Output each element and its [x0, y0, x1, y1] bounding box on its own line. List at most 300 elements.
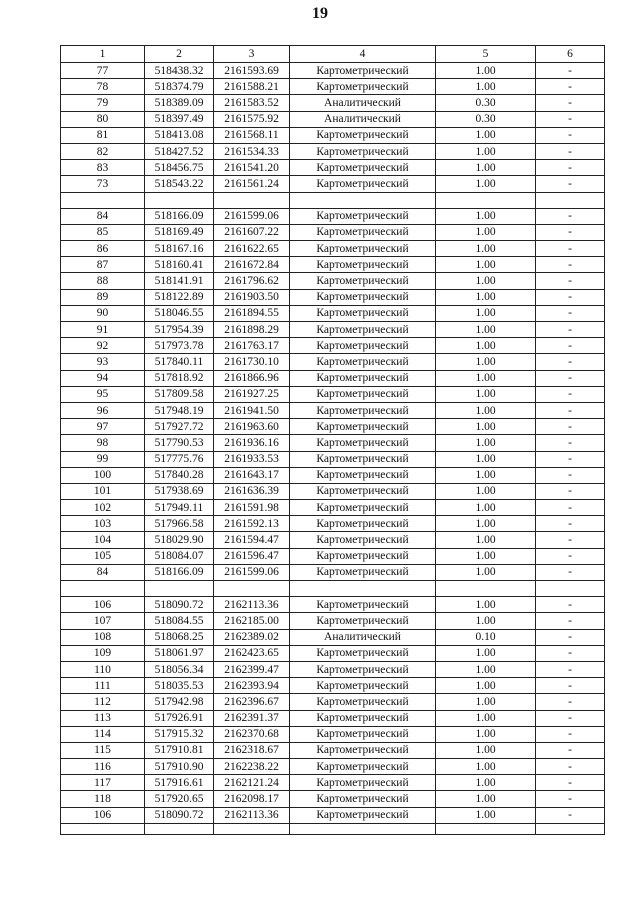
table-cell: -: [536, 241, 605, 257]
table-cell: 91: [61, 322, 145, 338]
table-cell: 85: [61, 224, 145, 240]
table-row: [61, 289, 605, 305]
table-cell: 1.00: [436, 678, 536, 694]
table-cell: 518029.90: [145, 532, 214, 548]
table-cell: 2161894.55: [214, 305, 290, 321]
table-cell: 73: [61, 176, 145, 192]
table-cell: 1.00: [436, 645, 536, 661]
table-cell: Картометрический: [290, 402, 436, 418]
table-cell: 518543.22: [145, 176, 214, 192]
table-row: [61, 305, 605, 321]
table-cell: 1.00: [436, 791, 536, 807]
table-cell: 2162098.17: [214, 791, 290, 807]
table-row: [61, 63, 605, 79]
table-cell: 98: [61, 435, 145, 451]
table-cell: 517916.61: [145, 775, 214, 791]
table-cell: Картометрический: [290, 694, 436, 710]
table-cell: 88: [61, 273, 145, 289]
table-cell: 2161599.06: [214, 564, 290, 580]
table-cell: 518167.16: [145, 241, 214, 257]
table-row: [61, 694, 605, 710]
empty-cell: [436, 192, 536, 208]
table-cell: 1.00: [436, 807, 536, 823]
table-cell: 1.00: [436, 597, 536, 613]
table-cell: 2161583.52: [214, 95, 290, 111]
table-cell: 1.00: [436, 775, 536, 791]
table-cell: Картометрический: [290, 548, 436, 564]
table-cell: 2162113.36: [214, 807, 290, 823]
table-cell: 518413.08: [145, 127, 214, 143]
table-cell: 518046.55: [145, 305, 214, 321]
table-cell: 86: [61, 241, 145, 257]
table-cell: 112: [61, 694, 145, 710]
table-cell: Картометрический: [290, 79, 436, 95]
table-cell: 1.00: [436, 710, 536, 726]
table-cell: 1.00: [436, 127, 536, 143]
table-cell: 2161575.92: [214, 111, 290, 127]
column-header: 1: [61, 46, 145, 63]
table-cell: Картометрический: [290, 273, 436, 289]
table-cell: 2162391.37: [214, 710, 290, 726]
table-cell: -: [536, 791, 605, 807]
table-cell: -: [536, 111, 605, 127]
table-cell: 1.00: [436, 160, 536, 176]
table-cell: 2161643.17: [214, 467, 290, 483]
empty-cell: [536, 823, 605, 834]
table-cell: Картометрический: [290, 63, 436, 79]
empty-cell: [214, 581, 290, 597]
table-cell: Картометрический: [290, 613, 436, 629]
empty-cell: [536, 581, 605, 597]
table-cell: 1.00: [436, 483, 536, 499]
table-cell: 83: [61, 160, 145, 176]
empty-cell: [61, 823, 145, 834]
table-cell: Картометрический: [290, 467, 436, 483]
table-cell: Картометрический: [290, 419, 436, 435]
table-row: [61, 241, 605, 257]
table-cell: Картометрический: [290, 516, 436, 532]
table-cell: 517927.72: [145, 419, 214, 435]
table-cell: 1.00: [436, 726, 536, 742]
table-cell: 1.00: [436, 694, 536, 710]
table-cell: 517775.76: [145, 451, 214, 467]
table-cell: -: [536, 338, 605, 354]
table-row: [61, 143, 605, 159]
table-cell: -: [536, 500, 605, 516]
table-row: [61, 597, 605, 613]
table-cell: 2162389.02: [214, 629, 290, 645]
table-cell: 1.00: [436, 386, 536, 402]
table-cell: 517910.90: [145, 759, 214, 775]
table-cell: 518389.09: [145, 95, 214, 111]
table-cell: -: [536, 742, 605, 758]
table-cell: 103: [61, 516, 145, 532]
table-cell: Картометрический: [290, 338, 436, 354]
table-cell: 1.00: [436, 661, 536, 677]
empty-cell: [290, 192, 436, 208]
table-cell: -: [536, 564, 605, 580]
table-cell: Картометрический: [290, 775, 436, 791]
table-row: [61, 483, 605, 499]
table-cell: 1.00: [436, 289, 536, 305]
table-cell: 2161963.60: [214, 419, 290, 435]
table-cell: 518068.25: [145, 629, 214, 645]
table-cell: -: [536, 63, 605, 79]
table-cell: 1.00: [436, 322, 536, 338]
table-cell: Картометрический: [290, 241, 436, 257]
table-row: [61, 79, 605, 95]
table-cell: Картометрический: [290, 532, 436, 548]
table-row: [61, 354, 605, 370]
table-cell: 518397.49: [145, 111, 214, 127]
table-cell: -: [536, 516, 605, 532]
table-row: [61, 402, 605, 418]
table-cell: 110: [61, 661, 145, 677]
table-cell: 1.00: [436, 435, 536, 451]
table-cell: Картометрический: [290, 451, 436, 467]
table-cell: -: [536, 726, 605, 742]
table-cell: -: [536, 386, 605, 402]
table-row: [61, 500, 605, 516]
table-cell: 517942.98: [145, 694, 214, 710]
table-cell: 2161903.50: [214, 289, 290, 305]
table-row: [61, 322, 605, 338]
table-row: [61, 516, 605, 532]
table-row: [61, 273, 605, 289]
table-cell: 1.00: [436, 548, 536, 564]
table-row: [61, 742, 605, 758]
table-cell: 2161763.17: [214, 338, 290, 354]
table-cell: -: [536, 645, 605, 661]
table-row: [61, 775, 605, 791]
table-cell: Картометрический: [290, 791, 436, 807]
table-cell: 1.00: [436, 742, 536, 758]
table-cell: 115: [61, 742, 145, 758]
table-cell: 117: [61, 775, 145, 791]
table-cell: Картометрический: [290, 500, 436, 516]
table-cell: Картометрический: [290, 807, 436, 823]
table-cell: 2162396.67: [214, 694, 290, 710]
table-cell: 2161593.69: [214, 63, 290, 79]
table-cell: 2161599.06: [214, 208, 290, 224]
table-cell: 94: [61, 370, 145, 386]
table-cell: 111: [61, 678, 145, 694]
table-cell: Картометрический: [290, 435, 436, 451]
table-cell: 108: [61, 629, 145, 645]
table-cell: 517818.92: [145, 370, 214, 386]
table-cell: -: [536, 273, 605, 289]
separator-row: [61, 581, 605, 597]
table-row: [61, 791, 605, 807]
table-cell: 82: [61, 143, 145, 159]
table-cell: 80: [61, 111, 145, 127]
table-cell: 95: [61, 386, 145, 402]
table-cell: 518169.49: [145, 224, 214, 240]
table-cell: -: [536, 548, 605, 564]
table-cell: 1.00: [436, 176, 536, 192]
table-cell: 97: [61, 419, 145, 435]
empty-cell: [436, 823, 536, 834]
table-cell: 517973.78: [145, 338, 214, 354]
table-cell: -: [536, 532, 605, 548]
table-cell: 96: [61, 402, 145, 418]
table-cell: -: [536, 661, 605, 677]
table-cell: 518061.97: [145, 645, 214, 661]
table-cell: 517966.58: [145, 516, 214, 532]
table-row: [61, 645, 605, 661]
table-cell: 2161568.11: [214, 127, 290, 143]
table-cell: Картометрический: [290, 661, 436, 677]
table-cell: 2161561.24: [214, 176, 290, 192]
column-header: 2: [145, 46, 214, 63]
table-row: [61, 564, 605, 580]
table-cell: 77: [61, 63, 145, 79]
table-row: [61, 224, 605, 240]
table-cell: 2161796.62: [214, 273, 290, 289]
table-cell: 518056.34: [145, 661, 214, 677]
table-cell: -: [536, 322, 605, 338]
table-cell: 2161936.16: [214, 435, 290, 451]
table-row: [61, 613, 605, 629]
table-cell: 1.00: [436, 354, 536, 370]
table-cell: 517790.53: [145, 435, 214, 451]
table-cell: 517938.69: [145, 483, 214, 499]
table-row: [61, 710, 605, 726]
table-cell: 84: [61, 208, 145, 224]
empty-cell: [290, 581, 436, 597]
table-cell: 518427.52: [145, 143, 214, 159]
table-cell: 2162121.24: [214, 775, 290, 791]
table-cell: Картометрический: [290, 127, 436, 143]
table-row: [61, 467, 605, 483]
table-cell: 92: [61, 338, 145, 354]
table-row: [61, 111, 605, 127]
table-cell: 102: [61, 500, 145, 516]
table-cell: Картометрический: [290, 143, 436, 159]
table-row: [61, 435, 605, 451]
table-cell: -: [536, 305, 605, 321]
table-cell: 2162185.00: [214, 613, 290, 629]
empty-cell: [290, 823, 436, 834]
table-cell: 0.10: [436, 629, 536, 645]
table-cell: 1.00: [436, 370, 536, 386]
table-cell: 90: [61, 305, 145, 321]
table-cell: Картометрический: [290, 759, 436, 775]
table-cell: 1.00: [436, 532, 536, 548]
table-cell: 518035.53: [145, 678, 214, 694]
table-cell: 518090.72: [145, 597, 214, 613]
table-cell: -: [536, 419, 605, 435]
table-cell: -: [536, 208, 605, 224]
table-cell: -: [536, 95, 605, 111]
table-cell: -: [536, 79, 605, 95]
table-row: [61, 370, 605, 386]
table-cell: Картометрический: [290, 726, 436, 742]
table-cell: Картометрический: [290, 483, 436, 499]
table-cell: Картометрический: [290, 645, 436, 661]
table-cell: 1.00: [436, 338, 536, 354]
empty-cell: [214, 192, 290, 208]
column-header: 6: [536, 46, 605, 63]
table-row: [61, 661, 605, 677]
table-row: [61, 419, 605, 435]
table-cell: -: [536, 613, 605, 629]
table-cell: -: [536, 127, 605, 143]
table-cell: 517920.65: [145, 791, 214, 807]
table-cell: 518122.89: [145, 289, 214, 305]
table-cell: -: [536, 435, 605, 451]
table-cell: 1.00: [436, 273, 536, 289]
table-cell: 1.00: [436, 208, 536, 224]
table-cell: 2161596.47: [214, 548, 290, 564]
table-cell: 1.00: [436, 241, 536, 257]
table-cell: 517948.19: [145, 402, 214, 418]
table-cell: 109: [61, 645, 145, 661]
table-cell: 1.00: [436, 143, 536, 159]
table-cell: Картометрический: [290, 322, 436, 338]
table-row: [61, 807, 605, 823]
table-cell: 2162399.47: [214, 661, 290, 677]
table-cell: 517926.91: [145, 710, 214, 726]
table-row: [61, 208, 605, 224]
table-cell: -: [536, 451, 605, 467]
table-cell: 87: [61, 257, 145, 273]
empty-cell: [214, 823, 290, 834]
table-cell: 1.00: [436, 419, 536, 435]
table-cell: Картометрический: [290, 354, 436, 370]
table-cell: -: [536, 402, 605, 418]
table-cell: 518438.32: [145, 63, 214, 79]
table-cell: -: [536, 289, 605, 305]
table-row: [61, 548, 605, 564]
table-cell: -: [536, 678, 605, 694]
table-cell: 517915.32: [145, 726, 214, 742]
table-row: [61, 257, 605, 273]
table-cell: 2161730.10: [214, 354, 290, 370]
table-row: [61, 629, 605, 645]
table-cell: 101: [61, 483, 145, 499]
table-cell: 2161607.22: [214, 224, 290, 240]
table-cell: -: [536, 224, 605, 240]
table-cell: 2161933.53: [214, 451, 290, 467]
table-cell: 2161898.29: [214, 322, 290, 338]
table-row: [61, 176, 605, 192]
table-cell: 2161636.39: [214, 483, 290, 499]
table-cell: 1.00: [436, 402, 536, 418]
table-cell: -: [536, 759, 605, 775]
table-cell: -: [536, 629, 605, 645]
table-cell: 2162113.36: [214, 597, 290, 613]
table-cell: 2161594.47: [214, 532, 290, 548]
table-row: [61, 726, 605, 742]
table-cell: -: [536, 160, 605, 176]
table-cell: 518084.55: [145, 613, 214, 629]
table-cell: 2161941.50: [214, 402, 290, 418]
table-cell: 2162423.65: [214, 645, 290, 661]
table-row: [61, 759, 605, 775]
empty-cell: [61, 192, 145, 208]
table-cell: Картометрический: [290, 257, 436, 273]
table-cell: -: [536, 257, 605, 273]
table-body: [61, 46, 605, 835]
table-cell: Картометрический: [290, 370, 436, 386]
table-cell: -: [536, 354, 605, 370]
table-cell: 0.30: [436, 95, 536, 111]
table-cell: 2162238.22: [214, 759, 290, 775]
table-cell: 1.00: [436, 63, 536, 79]
table-cell: 89: [61, 289, 145, 305]
table-cell: 517809.58: [145, 386, 214, 402]
table-cell: 1.00: [436, 500, 536, 516]
table-cell: 517840.28: [145, 467, 214, 483]
table-cell: 107: [61, 613, 145, 629]
table-cell: 2161592.13: [214, 516, 290, 532]
empty-cell: [536, 192, 605, 208]
page-number: 19: [312, 5, 328, 22]
table-cell: Аналитический: [290, 629, 436, 645]
table-cell: 518160.41: [145, 257, 214, 273]
table-cell: 79: [61, 95, 145, 111]
table-cell: 2161622.65: [214, 241, 290, 257]
table-cell: 517954.39: [145, 322, 214, 338]
table-cell: 104: [61, 532, 145, 548]
table-cell: 1.00: [436, 224, 536, 240]
table-cell: 1.00: [436, 467, 536, 483]
table-cell: 518084.07: [145, 548, 214, 564]
table-cell: 1.00: [436, 613, 536, 629]
table-cell: -: [536, 597, 605, 613]
table-row: [61, 127, 605, 143]
table-cell: 517840.11: [145, 354, 214, 370]
table-cell: 78: [61, 79, 145, 95]
table-cell: 100: [61, 467, 145, 483]
table-cell: 518166.09: [145, 208, 214, 224]
table-cell: -: [536, 143, 605, 159]
table-cell: 99: [61, 451, 145, 467]
table-cell: 2161588.21: [214, 79, 290, 95]
table-row: [61, 678, 605, 694]
table-cell: 113: [61, 710, 145, 726]
table-cell: Картометрический: [290, 386, 436, 402]
table-cell: 1.00: [436, 759, 536, 775]
table-cell: 116: [61, 759, 145, 775]
empty-cell: [145, 581, 214, 597]
table-cell: Картометрический: [290, 224, 436, 240]
table-cell: 518090.72: [145, 807, 214, 823]
table-cell: -: [536, 483, 605, 499]
table-cell: 2162318.67: [214, 742, 290, 758]
separator-row: [61, 192, 605, 208]
table-cell: 517949.11: [145, 500, 214, 516]
table-cell: Картометрический: [290, 289, 436, 305]
table-cell: 517910.81: [145, 742, 214, 758]
table-cell: 0.30: [436, 111, 536, 127]
table-cell: Картометрический: [290, 597, 436, 613]
table-cell: Аналитический: [290, 111, 436, 127]
table-cell: -: [536, 710, 605, 726]
table-cell: Картометрический: [290, 742, 436, 758]
table-cell: 1.00: [436, 451, 536, 467]
empty-cell: [145, 192, 214, 208]
empty-cell: [145, 823, 214, 834]
column-header: 3: [214, 46, 290, 63]
table-cell: -: [536, 467, 605, 483]
table-cell: 118: [61, 791, 145, 807]
table-cell: Картометрический: [290, 710, 436, 726]
table-cell: 81: [61, 127, 145, 143]
table-cell: -: [536, 694, 605, 710]
table-cell: -: [536, 176, 605, 192]
